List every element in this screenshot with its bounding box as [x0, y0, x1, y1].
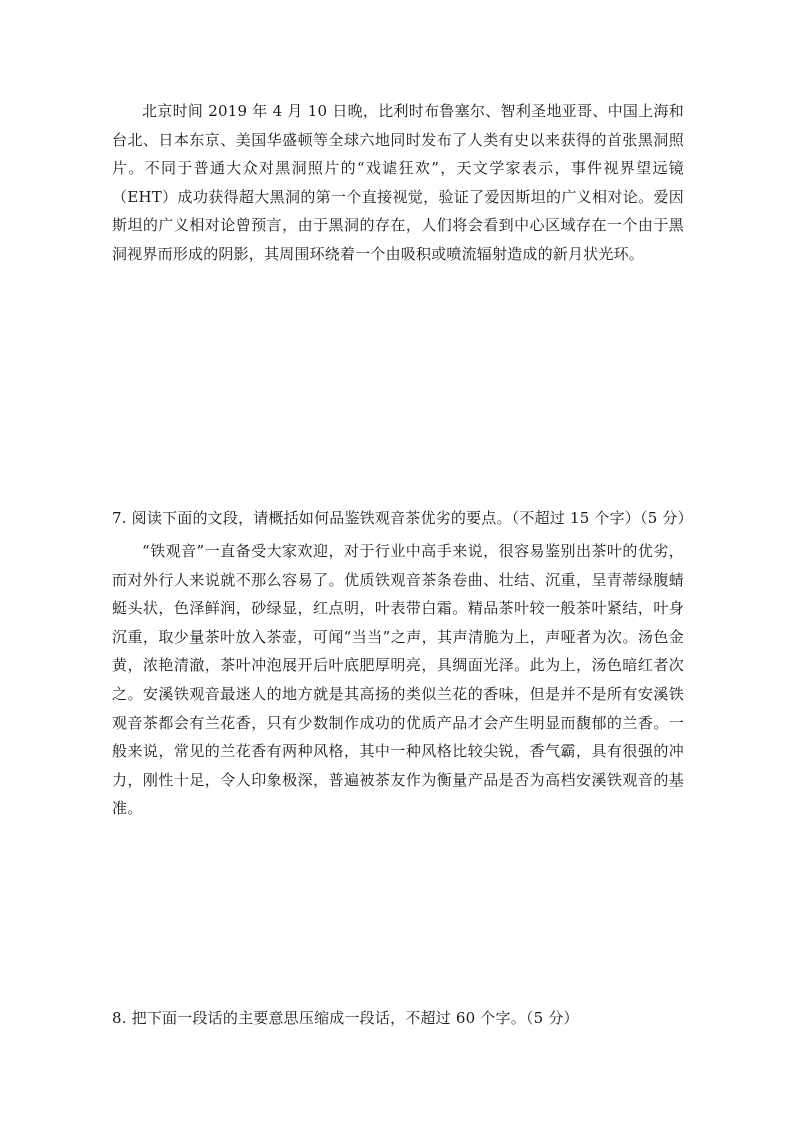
passage-tieguanyin: “铁观音”一直备受大家欢迎，对于行业中高手来说，很容易鉴别出茶叶的优劣，而对外行人来说就不那么容易了。优质铁观音茶条卷曲、壮结、沉重，呈青蒂绿腹蜻蜓头状，色泽鲜润，砂绿显，红点明，叶表带白霜。精品茶叶较一般茶叶紧结，叶身沉重，取少量茶叶放入茶壶，可闻“当当”之声，其声清脆为上，声哑者为次。汤色金黄，浓艳清澈，茶叶冲泡展开后叶底肥厚明亮，具绸面光泽。此为上，汤色暗红者次之。安溪铁观音最迷人的地方就是其高扬的类似兰花的香味，但是并不是所有安溪铁观音茶都会有兰花香，只有少数制作成功的优质产品才会产生明显而馥郁的兰香。一般来说，常见的兰花香有两种风格，其中一种风格比较尖锐，香气霸，具有很强的冲力，刚性十足，令人印象极深，普遍被茶友作为衡量产品是否为高档安溪铁观音的基准。 [112, 542, 684, 818]
question-8: 8. 把下面一段话的主要意思压缩成一段话，不超过 60 个字。（5 分） [112, 1009, 579, 1027]
passage-black-hole: 北京时间 2019 年 4 月 10 日晚，比利时布鲁塞尔、智利圣地亚哥、中国上海和台北、日本东京、美国华盛顿等全球六地同时发布了人类有史以来获得的首张黑洞照片。不同于普通大众对黑洞照片的“戏谑狂欢”，天文学家表示，事件视界望远镜（EHT）成功获得超大黑洞的第一个直接视觉，验证了爱因斯坦的广义相对论。爱因斯坦的广义相对论曾预言，由于黑洞的存在，人们将会看到中心区域存在一个由于黑洞视界而形成的阴影，其周围环绕着一个由吸积或喷流辐射造成的新月状光环。 [112, 102, 684, 263]
question-7: 7. 阅读下面的文段，请概括如何品鉴铁观音茶优劣的要点。（不超过 15 个字）（5 分） [112, 509, 693, 527]
